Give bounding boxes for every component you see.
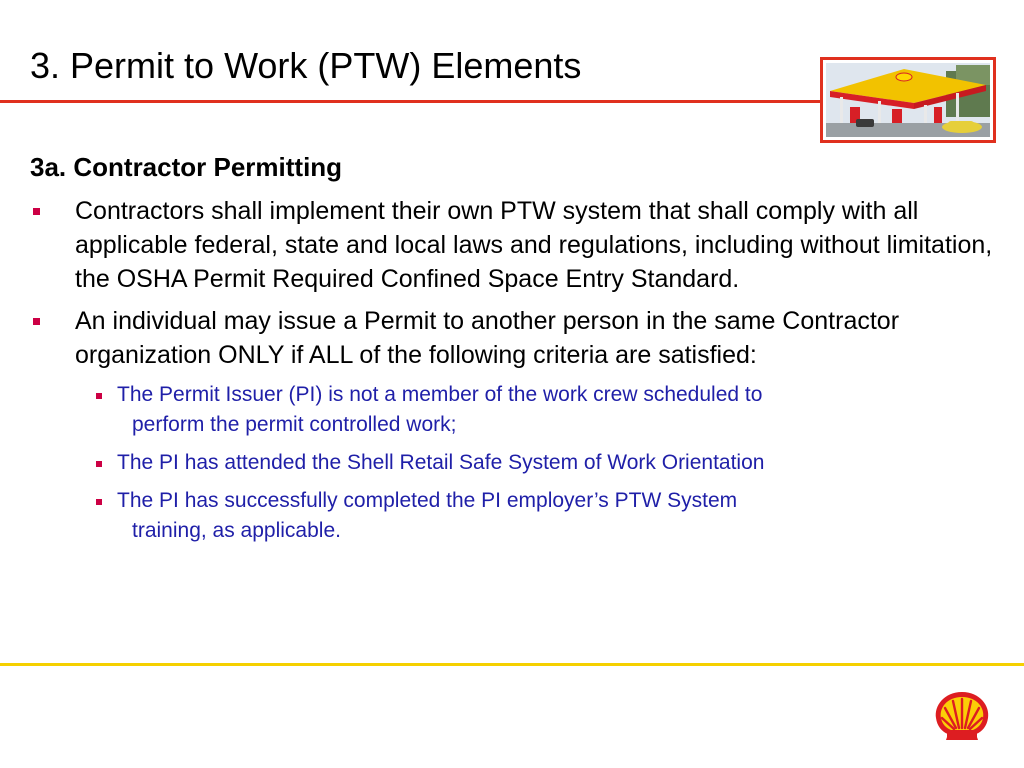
square-bullet-icon <box>96 499 102 505</box>
bullet-item <box>30 194 1010 296</box>
sub-bullet-item <box>92 486 1010 546</box>
square-bullet-icon <box>33 208 40 215</box>
bullet-item <box>30 304 1010 372</box>
sub-bullet-list <box>92 380 1010 546</box>
bullet-text: An individual may issue a Permit to another person in the same Contractor organization ONLY if ALL of the following criteria are satisfied: <box>75 307 900 369</box>
sub-bullet-line: The PI has successfully completed the PI employer’s PTW System <box>117 489 738 512</box>
square-bullet-icon <box>33 318 40 325</box>
square-bullet-icon <box>96 393 102 399</box>
footer-divider <box>0 663 1024 666</box>
sub-bullet-line: The Permit Issuer (PI) is not a member of the work crew scheduled to <box>117 383 763 406</box>
section-subheading: 3a. Contractor Permitting <box>30 152 343 182</box>
gas-station-photo-icon <box>826 63 990 137</box>
title-divider <box>0 100 820 103</box>
square-bullet-icon <box>96 461 102 467</box>
sub-bullet-line-continued: perform the permit controlled work; <box>132 413 457 436</box>
sub-bullet-line: The PI has attended the Shell Retail Safe System of Work Orientation <box>117 451 765 474</box>
shell-logo-icon <box>932 688 992 744</box>
gas-station-photo <box>820 57 996 143</box>
sub-bullet-line-continued: training, as applicable. <box>132 519 341 542</box>
bullet-text: Contractors shall implement their own PTW system that shall comply with all applicable federal, state and local laws and regulations, including without limitation, the OSHA Permit Required Confined Space Entry Standard. <box>75 197 993 293</box>
sub-bullet-item <box>92 380 1010 440</box>
sub-bullet-item <box>92 448 1010 478</box>
bullet-list <box>30 194 1010 554</box>
slide-title: 3. Permit to Work (PTW) Elements <box>30 45 582 86</box>
